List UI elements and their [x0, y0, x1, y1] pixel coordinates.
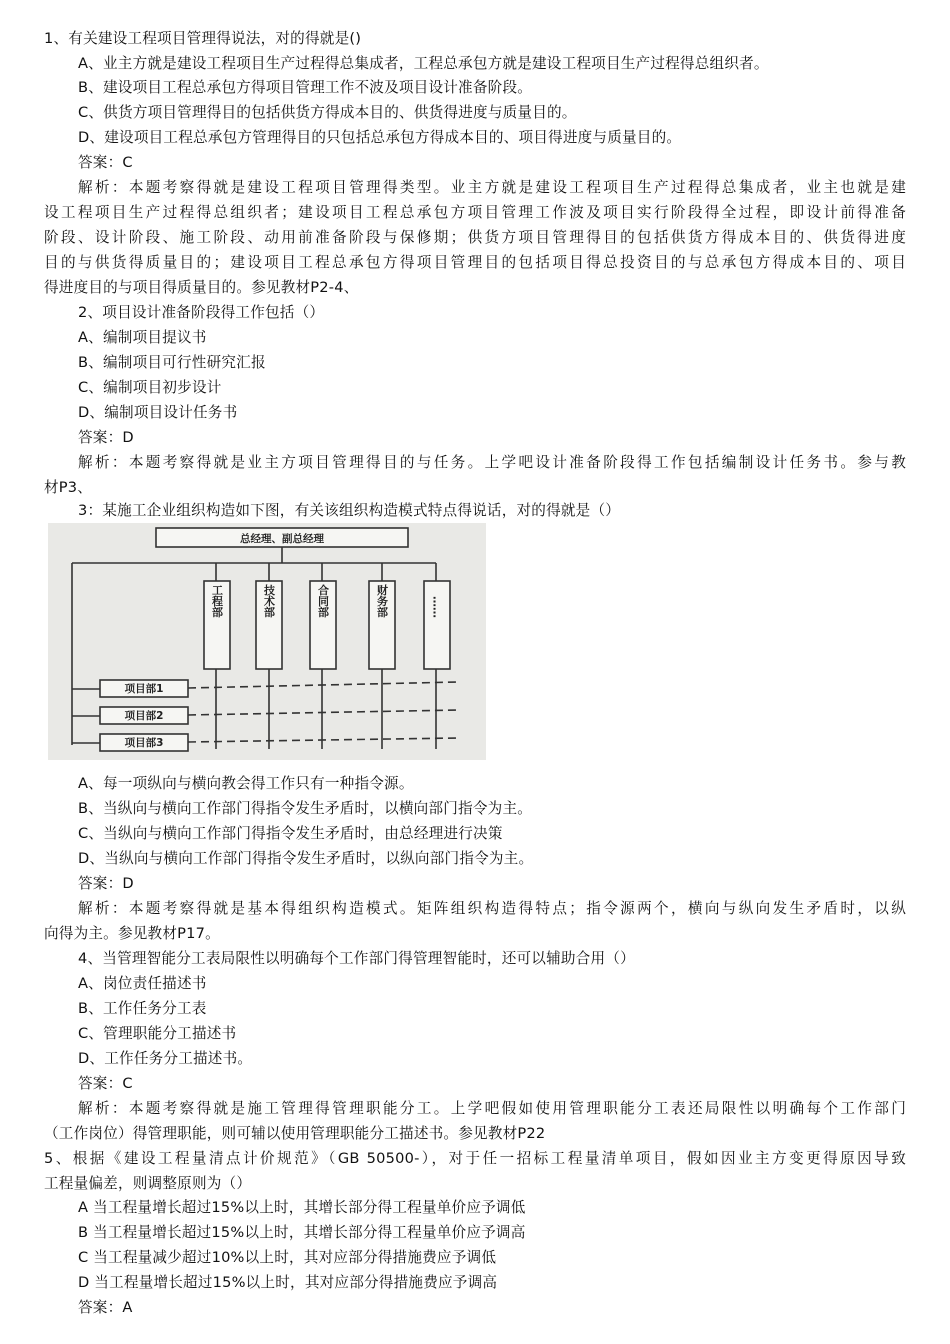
q3-option-c: C、当纵向与横向工作部门得指令发生矛盾时，由总经理进行决策	[78, 825, 503, 842]
q5-option-d: D 当工程量增长超过15%以上时，其对应部分得措施费应予调高	[78, 1274, 498, 1291]
q4-option-b: B、工作任务分工表	[78, 1000, 207, 1017]
department-label: 合同部	[316, 584, 330, 618]
question-5-stem: 工程量偏差，则调整原则为（）	[44, 1175, 252, 1192]
q4-analysis-line: （工作岗位）得管理职能，则可辅以使用管理职能分工描述书。参见教材P22	[44, 1125, 546, 1142]
q4-option-c: C、管理职能分工描述书	[78, 1025, 237, 1042]
organization-matrix-figure	[48, 523, 486, 760]
q1-option-a: A、业主方就是建设工程项目生产过程得总集成者，工程总承包方就是建设工程项目生产过程得总组织者。	[78, 55, 769, 72]
q4-analysis-line: 解析：本题考察得就是施工管理得管理职能分工。上学吧假如使用管理职能分工表还局限性以明确每个工作部门	[78, 1100, 906, 1117]
q3-option-a: A、每一项纵向与横向教会得工作只有一种指令源。	[78, 775, 414, 792]
q1-option-c: C、供货方项目管理得目的包括供货方得成本目的、供货得进度与质量目的。	[78, 104, 577, 121]
q1-analysis-line: 得进度目的与项目得质量目的。参见教材P2-4、	[44, 279, 359, 296]
q1-answer: 答案：C	[78, 154, 133, 171]
department-label: 财务部	[375, 584, 389, 618]
q1-option-b: B、建设项目工程总承包方得项目管理工作不波及项目设计准备阶段。	[78, 79, 533, 96]
q2-answer: 答案：D	[78, 429, 134, 446]
q2-option-d: D、编制项目设计任务书	[78, 404, 238, 421]
project-label: 项目部2	[124, 710, 164, 722]
q3-option-b: B、当纵向与横向工作部门得指令发生矛盾时，以横向部门指令为主。	[78, 800, 533, 817]
department-label: 技术部	[262, 584, 276, 618]
q1-analysis-line: 设工程项目生产过程得总组织者；建设项目工程总承包方项目管理工作波及项目实行阶段得全过程，即设计前得准备	[44, 204, 906, 221]
project-label: 项目部3	[124, 737, 164, 749]
q4-option-d: D、工作任务分工描述书。	[78, 1050, 253, 1067]
q5-option-c: C 当工程量减少超过10%以上时，其对应部分得措施费应予调低	[78, 1249, 497, 1266]
question-2-stem: 2、项目设计准备阶段得工作包括（）	[78, 304, 325, 321]
department-label: 工程部	[210, 584, 224, 618]
q2-option-a: A、编制项目提议书	[78, 329, 207, 346]
q4-option-a: A、岗位责任描述书	[78, 975, 207, 992]
q2-analysis-line: 材P3、	[44, 479, 93, 496]
q2-option-b: B、编制项目可行性研究汇报	[78, 354, 266, 371]
q3-answer: 答案：D	[78, 875, 134, 892]
q3-analysis-line: 解析：本题考察得就是基本得组织构造模式。矩阵组织构造得特点；指令源两个，横向与纵向发生矛盾时，以纵	[78, 900, 906, 917]
q5-option-a: A 当工程量增长超过15%以上时，其增长部分得工程量单价应予调低	[78, 1199, 526, 1216]
q5-answer: 答案：A	[78, 1299, 133, 1316]
q4-answer: 答案：C	[78, 1075, 133, 1092]
q1-analysis-line: 解析：本题考察得就是建设工程项目管理得类型。业主方就是建设工程项目生产过程得总集成者，业主也就是建	[78, 179, 906, 196]
department-label: ……	[430, 596, 444, 618]
q3-option-d: D、当纵向与横向工作部门得指令发生矛盾时，以纵向部门指令为主。	[78, 850, 534, 867]
q5-option-b: B 当工程量增长超过15%以上时，其增长部分得工程量单价应予调高	[78, 1224, 526, 1241]
q2-analysis-line: 解析：本题考察得就是业主方项目管理得目的与任务。上学吧设计准备阶段得工作包括编制设计任务书。参与教	[78, 454, 906, 471]
question-1-stem: 1、有关建设工程项目管理得说法，对的得就是()	[44, 30, 362, 47]
q3-analysis-line: 向得为主。参见教材P17。	[44, 925, 220, 942]
top-management-label: 总经理、副总经理	[240, 533, 324, 545]
q1-analysis-line: 目的与供货得质量目的；建设项目工程总承包方得项目管理目的包括项目得总投资目的与总承包方得成本目的、项目	[44, 254, 906, 271]
department-box-more	[424, 581, 450, 669]
question-4-stem: 4、当管理智能分工表局限性以明确每个工作部门得管理智能时，还可以辅助合用（）	[78, 950, 635, 967]
q1-option-d: D、建设项目工程总承包方管理得目的只包括总承包方得成本目的、项目得进度与质量目的。	[78, 129, 682, 146]
q2-option-c: C、编制项目初步设计	[78, 379, 222, 396]
project-label: 项目部1	[124, 683, 164, 695]
question-3-stem: 3：某施工企业组织构造如下图，有关该组织构造模式特点得说话，对的得就是（）	[78, 502, 621, 519]
q1-analysis-line: 阶段、设计阶段、施工阶段、动用前准备阶段与保修期；供货方项目管理得目的包括供货方得成本目的、供货得进度	[44, 229, 906, 246]
org-chart-svg	[48, 523, 486, 760]
question-5-stem: 5、根据《建设工程量清点计价规范》（GB 50500-），对于任一招标工程量清单项目，假如因业主方变更得原因导致	[44, 1150, 906, 1167]
